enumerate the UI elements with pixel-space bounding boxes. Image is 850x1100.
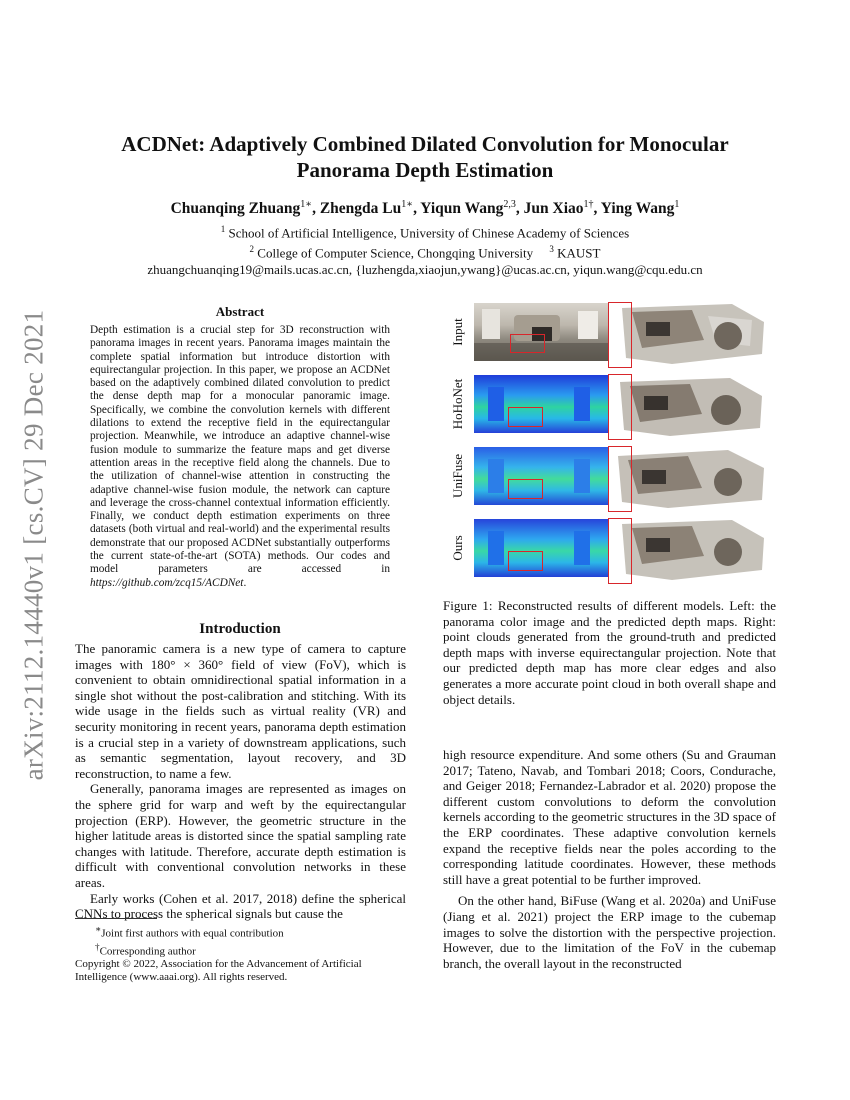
highlight-box	[510, 334, 545, 353]
point-cloud-gt	[612, 302, 776, 368]
footnote-mark: †	[95, 941, 100, 952]
author-sup: 1	[674, 199, 680, 210]
row-label	[443, 446, 473, 506]
author-name: Chuanqing Zhuang	[170, 200, 301, 218]
footnote-text: Joint first authors with equal contribution	[101, 927, 284, 940]
point-cloud-ours	[612, 518, 776, 584]
figure-1	[443, 300, 776, 588]
footnote-1	[75, 923, 410, 941]
introduction-heading: Introduction	[199, 621, 281, 637]
highlight-box	[508, 479, 543, 499]
right-column-body	[443, 747, 776, 971]
code-link[interactable]: https://github.com/zcq15/ACDNet	[90, 576, 244, 589]
intro-paragraph: Generally, panorama images are represented as images on the sphere grid for warp and weft by the equirectangular projection (ERP). However, the geometric structure in the higher latitude areas is distorted since the spatial sampling rate changes with latitude. Therefore, accurate depth estimation is difficult with conventional convolution networks in these areas.	[75, 781, 406, 890]
affiliation-text: KAUST	[553, 245, 601, 261]
author-separator: ,	[413, 200, 421, 218]
intro-text: field of view (FoV), which is convenient to obtain omnidirectional spatial information in a single shot without the post-calibration and stitching. With its wide usage in the fields such as virtual reality (VR) and security monitoring in recent years, panorama depth estimation is a crucial step in a variety of downstream applications, such as semantic segmentation, layout recovery, and 3D reconstruction, to name a few.	[75, 656, 407, 781]
introduction-body	[75, 641, 406, 922]
row-label	[443, 374, 473, 434]
affiliation-sup: 1	[220, 224, 226, 234]
abstract-end: .	[243, 576, 247, 589]
author-name: Jun Xiao	[523, 200, 584, 218]
highlight-box	[508, 551, 543, 571]
highlight-box	[608, 374, 632, 440]
body-paragraph: high resource expenditure. And some others (Su and Grauman 2017; Tateno, Navab, and Tombari 2018; Coors, Condurache, and Geiger 2018; Fernandez-Labrador et al. 2020) propose the different custom convolutions to deform the convolution kernels according to the geometric structures in the 3D space of the ERP coordinates. These adaptive convolution kernels expand the receptive fields near the poles according to the corresponding latitude coordinates. However, these methods still have a great potential to be further improved.	[443, 747, 776, 887]
affiliation-1	[90, 221, 760, 241]
author-name: Yiqun Wang	[420, 200, 504, 218]
paper-title: ACDNet: Adaptively Combined Dilated Convolution for Monocular Panorama Depth Estimation	[121, 132, 729, 182]
figure-caption: Figure 1: Reconstructed results of different models. Left: the panorama color image and the predicted depth maps. Right: point clouds generated from the ground-truth and predicted depth maps with inverse equirectangular projection. Note that our predicted depth map has more clear edges and also generates a more accurate point cloud in both overall shape and object details.	[443, 598, 776, 707]
affiliation-2-3	[90, 241, 760, 261]
abstract-text: Depth estimation is a crucial step for 3D reconstruction with panorama images in recent years. Panorama images maintain the complete spatial information but introduce distortion with equirectangular projection. In this paper, we propose an ACDNet based on the adaptively combined dilated convolution to predict the dense depth map for a monocular panoramic image. Specifically, we combine the convolution kernels with different dilations to extend the receptive field in the equirectangular projection. Meanwhile, we introduce an adaptive channel-wise fusion module to summarize the feature maps and get diverse attention areas in the receptive field along the channels. Due to the utilization of channel-wise attention in constructing the adaptive channel-wise fusion module, the network can capture and leverage the cross-channel contextual information efficiently. Finally, we conduct depth estimation experiments on three datasets (both virtual and real-world) and the experimental results demonstrate that our proposed ACDNet substantially outperforms the current state-of-the-art (SOTA) methods. Our codes and model parameters are accessed in	[90, 324, 390, 576]
highlight-box	[608, 518, 632, 584]
intro-math: 180° × 360°	[150, 656, 224, 672]
highlight-box	[608, 302, 632, 368]
footnote-mark: ∗	[95, 924, 102, 934]
affiliation-sup: 3	[549, 244, 554, 255]
author-sup: 1∗	[300, 199, 313, 210]
affiliation-text: School of Artificial Intelligence, University of Chinese Academy of Sciences	[225, 225, 630, 241]
highlight-box	[508, 407, 543, 427]
author-name: Zhengda Lu	[319, 200, 402, 218]
row-label-text: UniFuse	[450, 453, 465, 499]
author-separator: ,	[515, 200, 524, 218]
arxiv-stamp-text: arXiv:2112.14440v1 [cs.CV] 29 Dec 2021	[18, 309, 49, 781]
row-label	[443, 518, 473, 578]
intro-paragraph	[75, 641, 406, 781]
footnote-rule	[75, 918, 157, 919]
author-sup: 1†	[583, 199, 594, 210]
row-label-text: HoHoNet	[450, 378, 465, 430]
abstract-heading: Abstract	[215, 304, 265, 319]
row-label	[443, 302, 473, 362]
intro-text: The panoramic camera is a new type of camera to capture images with	[75, 641, 406, 672]
arxiv-stamp	[4, 290, 64, 800]
footnote-text: Corresponding author	[99, 945, 196, 958]
abstract-body	[90, 324, 390, 590]
point-cloud-hohonet	[612, 374, 776, 440]
author-list	[90, 199, 760, 218]
intro-paragraph: Early works (Cohen et al. 2017, 2018) define the spherical CNNs to process the spherical signals but cause the	[75, 890, 406, 922]
affiliation-sup: 2	[249, 244, 255, 255]
point-cloud-unifuse	[612, 446, 776, 512]
footnotes	[75, 923, 410, 984]
author-name: Ying Wang	[600, 200, 675, 218]
affiliation-text: College of Computer Science, Chongqing University	[254, 245, 534, 261]
footnote-2	[75, 941, 410, 959]
row-label-text: Ours	[450, 535, 465, 561]
affiliations	[90, 221, 760, 278]
author-separator: ,	[312, 200, 320, 218]
author-separator: ,	[593, 200, 601, 218]
row-label-text: Input	[450, 318, 465, 346]
author-sup: 2,3	[503, 199, 516, 210]
author-emails: zhuangchuanqing19@mails.ucas.ac.cn, {luzhengda,xiaojun,ywang}@ucas.ac.cn, yiqun.wang@cqu.edu.cn	[147, 261, 703, 277]
body-paragraph: On the other hand, BiFuse (Wang et al. 2020a) and UniFuse (Jiang et al. 2021) project the ERP image to the cubemap images to solve the distortion with the perspective projection. However, due to the limitation of the FoV in the cubemap branch, the overall layout in the reconstructed	[443, 893, 776, 971]
author-sup: 1∗	[401, 199, 414, 210]
highlight-box	[608, 446, 632, 512]
copyright-notice: Copyright © 2022, Association for the Advancement of Artificial Intelligence (www.aaai.org). All rights reserved.	[75, 958, 362, 984]
